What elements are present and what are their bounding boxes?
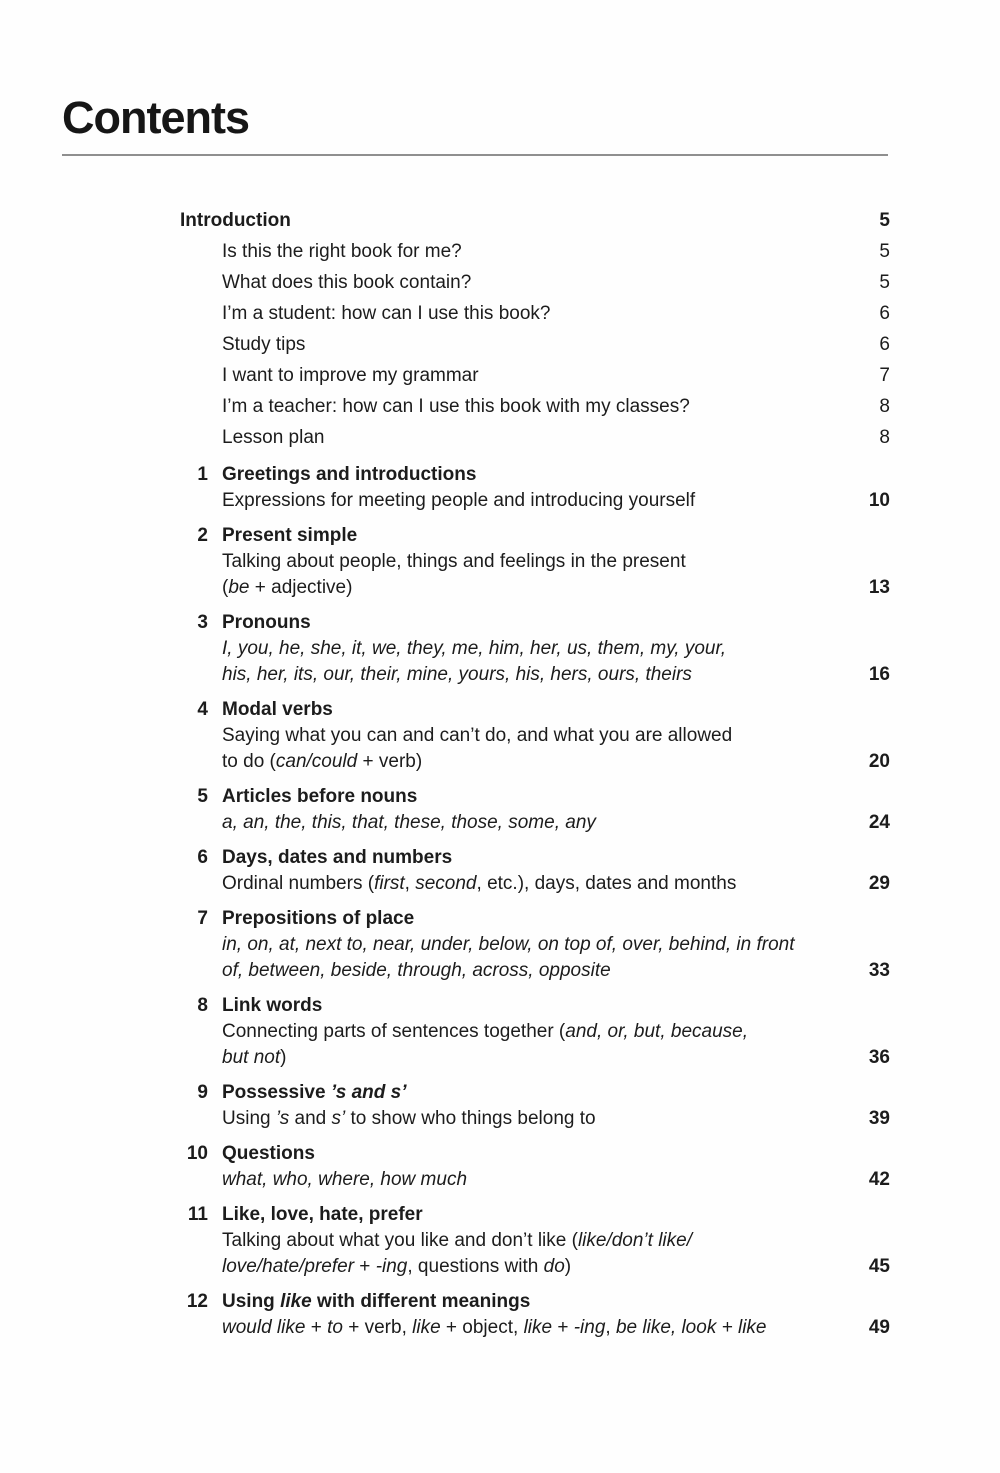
toc-chapter-description (222, 749, 854, 775)
toc-chapter-number: 3 (197, 612, 208, 633)
toc-text-italic: of, between, beside, through, across, opposite (222, 960, 611, 981)
toc-intro-item (180, 422, 890, 453)
toc-text: + verb) (357, 751, 423, 772)
toc-chapter-description (222, 575, 854, 601)
toc-intro-item (180, 267, 890, 298)
toc-chapter-body (222, 610, 854, 688)
toc-text-italic: be like, look + like (615, 1317, 767, 1338)
toc-text: + verb, (342, 1317, 413, 1338)
toc-chapter-body (222, 1080, 854, 1132)
toc-intro-item (180, 329, 890, 360)
toc-text-italic: like (280, 1291, 312, 1312)
toc-chapter-number: 2 (197, 525, 208, 546)
toc-text-italic: ’s and s’ (330, 1082, 407, 1103)
toc-chapter-number: 11 (187, 1204, 208, 1225)
toc-entry-page: 5 (879, 272, 890, 293)
toc-text-italic: like/don’t like/ (577, 1230, 692, 1251)
toc-chapter (180, 845, 890, 897)
toc-intro-item (180, 391, 890, 422)
toc-entry-label: Is this the right book for me? (222, 241, 462, 262)
toc-text: Like, love, hate, prefer (222, 1204, 423, 1225)
toc-chapter-description (222, 488, 854, 514)
toc-text-italic: -ing (573, 1317, 606, 1338)
toc-entry-page: 7 (879, 365, 890, 386)
toc-text-italic: love/hate/prefer (222, 1256, 355, 1277)
toc-chapter-title (222, 993, 854, 1019)
toc-text-italic: can/could (275, 751, 358, 772)
toc-text: Link words (222, 995, 323, 1016)
toc-text-italic: his, her, its, our, their, mine, yours, his, hers, ours, theirs (222, 664, 692, 685)
toc-text: to show who things belong to (345, 1108, 596, 1129)
toc-chapter-number: 7 (197, 908, 208, 929)
toc-chapter-title (222, 610, 854, 636)
toc-text: , etc.), days, dates and months (476, 873, 737, 894)
toc-chapter-number: 10 (186, 1143, 208, 1164)
toc-text: Possessive (222, 1082, 331, 1103)
toc-text-italic: do (543, 1256, 565, 1277)
toc-entry-page: 13 (868, 577, 890, 598)
toc-entry-page: 45 (868, 1256, 890, 1277)
toc-entry-label: Lesson plan (222, 427, 325, 448)
toc-entry-page: 29 (868, 873, 890, 894)
toc-text-italic: I, you, he, she, it, we, they, me, him, her, us, them, my, your, (222, 638, 727, 659)
toc-chapter-description (222, 958, 854, 984)
toc-chapter-title (222, 1202, 854, 1228)
toc-intro-item (180, 236, 890, 267)
toc-text: Connecting parts of sentences together ( (222, 1021, 566, 1042)
toc-chapter-title (222, 845, 854, 871)
toc-text: Articles before nouns (222, 786, 418, 807)
toc-chapter-description (222, 1228, 854, 1254)
toc-chapter-body (222, 1202, 854, 1280)
toc-entry-label: What does this book contain? (222, 272, 472, 293)
toc-text: to do ( (222, 751, 276, 772)
toc-chapter-title (222, 697, 854, 723)
toc-chapter-body (222, 523, 854, 601)
toc-text-italic: second (415, 873, 477, 894)
toc-text: Using (222, 1108, 276, 1129)
toc-intro-item (180, 360, 890, 391)
toc-entry-label: I’m a student: how can I use this book? (222, 303, 551, 324)
toc-entry-page: 20 (868, 751, 890, 772)
toc-intro-heading-page: 5 (879, 210, 890, 231)
toc-chapter-description (222, 1315, 854, 1341)
toc-text-italic: -ing (375, 1256, 408, 1277)
toc-entry-page: 24 (868, 812, 890, 833)
toc-chapter-body (222, 906, 854, 984)
toc-text: , questions with (407, 1256, 544, 1277)
toc-chapter (180, 610, 890, 688)
toc-entry-label: I want to improve my grammar (222, 365, 479, 386)
toc-chapter-description (222, 932, 854, 958)
toc-intro-heading (180, 205, 890, 236)
toc-entry-label: I’m a teacher: how can I use this book with my classes? (222, 396, 690, 417)
toc-text: Present simple (222, 525, 358, 546)
toc-entry-page: 16 (868, 664, 890, 685)
toc-chapter (180, 1141, 890, 1193)
toc-text: , (605, 1317, 616, 1338)
toc-text: Saying what you can and can’t do, and what you are allowed (222, 725, 733, 746)
toc-text: Ordinal numbers ( (222, 873, 375, 894)
toc-text: + (305, 1317, 328, 1338)
toc-text-italic: s’ (331, 1108, 346, 1129)
toc-text: and (289, 1108, 332, 1129)
page-title: Contents (62, 92, 249, 143)
toc-text: Days, dates and numbers (222, 847, 453, 868)
toc-chapter-number: 8 (197, 995, 208, 1016)
toc-entry-page: 5 (879, 241, 890, 262)
toc-chapter-title (222, 1289, 854, 1315)
toc-text-italic: a, an, the, this, that, these, those, some, any (222, 812, 596, 833)
toc-chapter (180, 1202, 890, 1280)
toc-chapter-body (222, 462, 854, 514)
toc-text-italic: what, who, where, how much (222, 1169, 468, 1190)
toc-text: Prepositions of place (222, 908, 415, 929)
toc-chapter-description (222, 1167, 854, 1193)
toc-text-italic: would like (222, 1317, 306, 1338)
toc-chapter-number: 12 (186, 1291, 208, 1312)
toc-text: , (404, 873, 416, 894)
toc-chapter-description (222, 636, 854, 662)
toc-text: with different meanings (311, 1291, 531, 1312)
toc-chapter (180, 784, 890, 836)
toc-chapter-number: 1 (197, 464, 208, 485)
toc-chapter (180, 523, 890, 601)
toc-chapter-body (222, 993, 854, 1071)
toc-chapter-description (222, 1106, 854, 1132)
toc-text: Talking about people, things and feelings in the present (222, 551, 686, 572)
toc-entry-page: 8 (879, 396, 890, 417)
toc-entry-page: 42 (868, 1169, 890, 1190)
toc-text: Pronouns (222, 612, 311, 633)
toc-chapter-body (222, 845, 854, 897)
toc-text-italic: in, on, at, next to, near, under, below, on top of, over, behind, in front (222, 934, 795, 955)
toc-chapter-number: 6 (197, 847, 208, 868)
toc-text: + object, (440, 1317, 524, 1338)
toc-entry-page: 39 (868, 1108, 890, 1129)
toc-text: Talking about what you like and don’t like ( (222, 1230, 578, 1251)
toc-intro-heading-label: Introduction (180, 210, 291, 231)
toc-intro-item (180, 298, 890, 329)
toc-chapter-description (222, 871, 854, 897)
toc-chapter-description (222, 662, 854, 688)
toc-chapter-description (222, 810, 854, 836)
toc-text: ( (222, 577, 229, 598)
toc-chapter-body (222, 784, 854, 836)
toc-chapter-number: 4 (197, 699, 208, 720)
toc-chapter-description (222, 1254, 854, 1280)
toc-text: Questions (222, 1143, 315, 1164)
toc-chapter-title (222, 784, 854, 810)
toc-text: Greetings and introductions (222, 464, 477, 485)
toc-text: Using (222, 1291, 281, 1312)
toc-chapter-description (222, 549, 854, 575)
toc-chapter-title (222, 523, 854, 549)
toc-chapter-description (222, 1019, 854, 1045)
toc-text-italic: like (523, 1317, 553, 1338)
toc-entry-page: 8 (879, 427, 890, 448)
toc-text-italic: first (374, 873, 405, 894)
toc-entry-page: 36 (868, 1047, 890, 1068)
toc-text: Expressions for meeting people and introducing yourself (222, 490, 696, 511)
toc-chapter (180, 462, 890, 514)
toc-entry-page: 6 (879, 334, 890, 355)
toc-entry-page: 6 (879, 303, 890, 324)
toc-text: + adjective) (249, 577, 353, 598)
toc-text: Modal verbs (222, 699, 333, 720)
toc-text-italic: but not (222, 1047, 281, 1068)
toc-chapter-description (222, 1045, 854, 1071)
toc-chapter (180, 1080, 890, 1132)
toc-chapter-body (222, 697, 854, 775)
toc-chapter-title (222, 462, 854, 488)
toc-entry-page: 33 (868, 960, 890, 981)
toc-text: ) (280, 1047, 287, 1068)
toc-chapter-description (222, 723, 854, 749)
toc-text-italic: ’s (275, 1108, 290, 1129)
toc-text-italic: be (228, 577, 250, 598)
toc-chapter (180, 906, 890, 984)
toc-chapter (180, 697, 890, 775)
toc-text-italic: to (327, 1317, 343, 1338)
toc-chapter-body (222, 1289, 854, 1341)
toc-text-italic: and, or, but, because, (565, 1021, 749, 1042)
toc-text-italic: like (412, 1317, 441, 1338)
toc-text: ) (564, 1256, 572, 1277)
toc-text: + (354, 1256, 376, 1277)
toc-entry-page: 49 (868, 1317, 890, 1338)
toc-chapter-body (222, 1141, 854, 1193)
toc-entry-page: 10 (868, 490, 890, 511)
title-divider (62, 154, 888, 156)
toc-chapter-title (222, 1141, 854, 1167)
toc-chapter-title (222, 906, 854, 932)
toc-chapter (180, 1289, 890, 1341)
toc-chapter-number: 9 (197, 1082, 208, 1103)
toc-chapter-title (222, 1080, 854, 1106)
toc-chapter-number: 5 (197, 786, 208, 807)
table-of-contents (180, 205, 890, 1341)
toc-entry-label: Study tips (222, 334, 306, 355)
toc-text: + (552, 1317, 574, 1338)
toc-chapter (180, 993, 890, 1071)
